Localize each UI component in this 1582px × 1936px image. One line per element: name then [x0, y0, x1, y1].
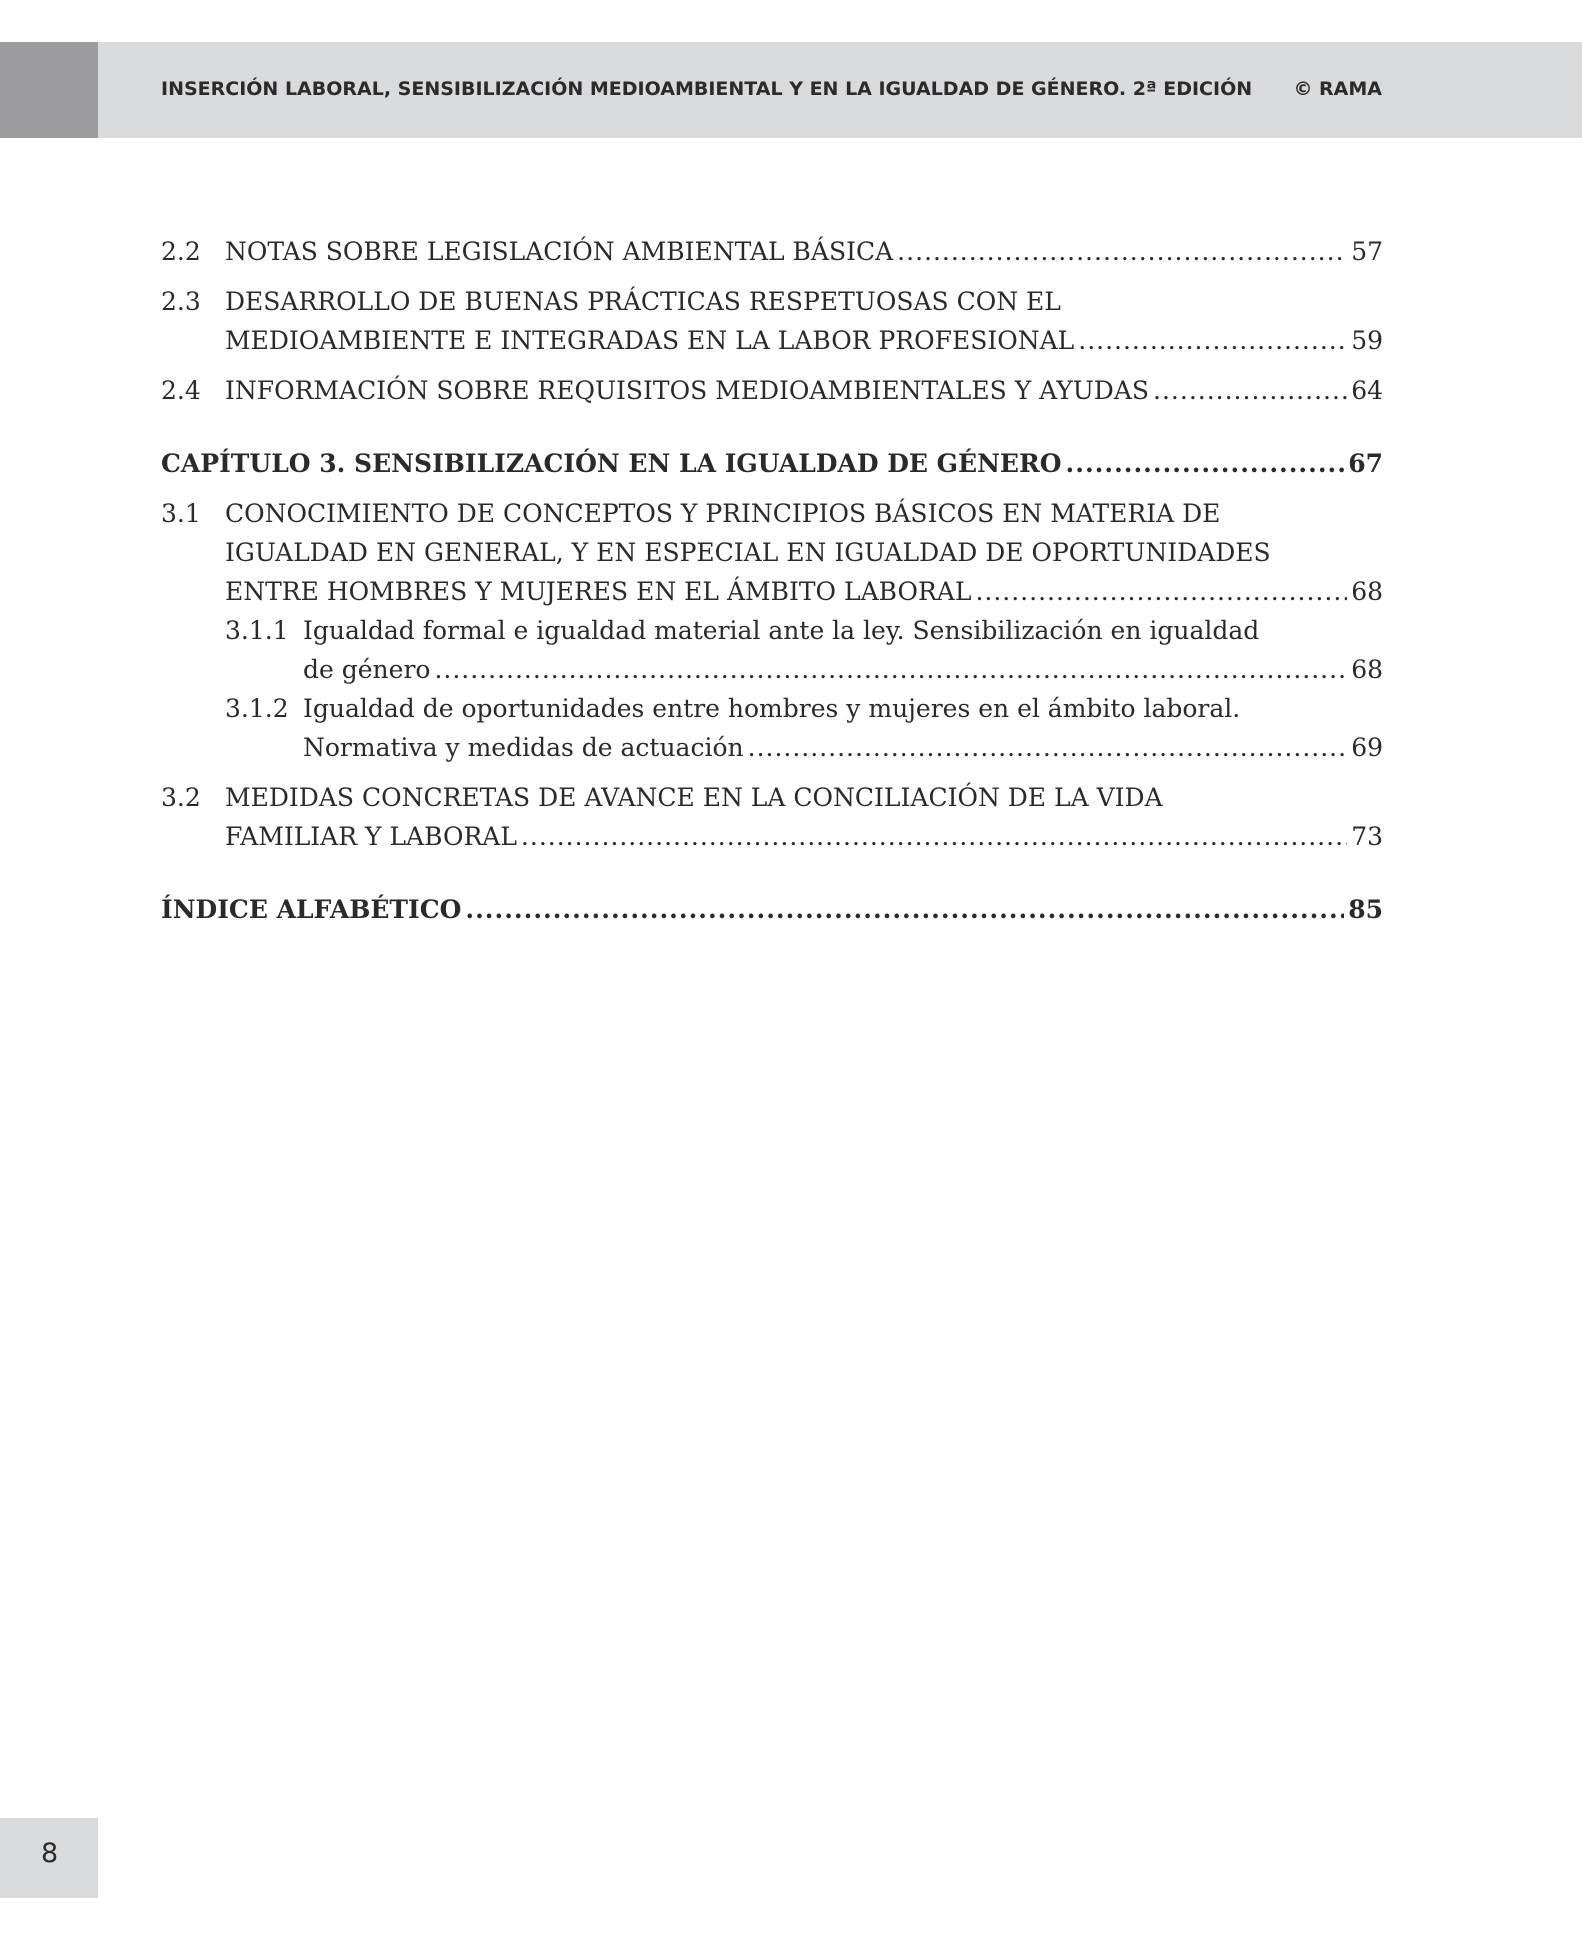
toc-number: 2.4 — [161, 376, 201, 405]
toc-chapter-3[interactable] — [161, 444, 1383, 483]
header-title: INSERCIÓN LABORAL, SENSIBILIZACIÓN MEDIOAMBIENTAL Y EN LA IGUALDAD DE GÉNERO. 2ª EDICIÓN — [161, 78, 1253, 100]
toc-entry-3-1-1[interactable] — [161, 611, 1383, 689]
toc-number: 3.1.2 — [225, 694, 289, 723]
toc-leader — [521, 817, 1347, 856]
toc-title: INFORMACIÓN SOBRE REQUISITOS MEDIOAMBIENTALES Y AYUDAS — [225, 376, 1150, 405]
toc-number: 3.1.1 — [225, 616, 289, 645]
toc-leader — [748, 728, 1348, 767]
toc-entry-2-2[interactable] — [161, 232, 1383, 271]
toc-chapter-title: CAPÍTULO 3. SENSIBILIZACIÓN EN LA IGUALDAD DE GÉNERO — [161, 449, 1062, 478]
toc-title-continued: IGUALDAD EN GENERAL, Y EN ESPECIAL EN IGUALDAD DE OPORTUNIDADES — [225, 538, 1271, 567]
toc-page: 69 — [1351, 733, 1383, 762]
toc-leader — [1078, 321, 1347, 360]
toc-title: CONOCIMIENTO DE CONCEPTOS Y PRINCIPIOS BÁSICOS EN MATERIA DE — [225, 499, 1221, 528]
toc-number: 2.2 — [161, 237, 201, 266]
toc-leader — [465, 890, 1344, 929]
toc-page: 64 — [1351, 376, 1383, 405]
toc-leader — [897, 232, 1347, 271]
toc-number: 2.3 — [161, 287, 201, 316]
toc-title-continued: Normativa y medidas de actuación — [303, 733, 744, 762]
toc-page: 57 — [1351, 237, 1383, 266]
header-tab — [0, 42, 98, 138]
toc-leader — [975, 572, 1347, 611]
toc-title-continued: MEDIOAMBIENTE E INTEGRADAS EN LA LABOR PROFESIONAL — [225, 326, 1075, 355]
toc-title-continued: FAMILIAR Y LABORAL — [225, 822, 517, 851]
running-header — [0, 42, 1582, 138]
toc-title: NOTAS SOBRE LEGISLACIÓN AMBIENTAL BÁSICA — [225, 237, 894, 266]
toc-page: 59 — [1351, 326, 1383, 355]
toc-title: MEDIDAS CONCRETAS DE AVANCE EN LA CONCILIACIÓN DE LA VIDA — [225, 783, 1163, 812]
toc-entry-3-1-2[interactable] — [161, 689, 1383, 767]
toc-page: 85 — [1348, 895, 1383, 924]
toc-title-continued: de género — [303, 655, 431, 684]
toc-chapter-title: ÍNDICE ALFABÉTICO — [161, 895, 462, 924]
toc-page: 73 — [1351, 822, 1383, 851]
toc-page: 68 — [1351, 577, 1383, 606]
toc-number: 3.1 — [161, 499, 201, 528]
toc-index[interactable] — [161, 890, 1383, 929]
toc-entry-2-4[interactable] — [161, 371, 1383, 410]
toc-title-continued: ENTRE HOMBRES Y MUJERES EN EL ÁMBITO LABORAL — [225, 577, 972, 606]
toc-title: DESARROLLO DE BUENAS PRÁCTICAS RESPETUOSAS CON EL — [225, 287, 1061, 316]
toc-number: 3.2 — [161, 783, 201, 812]
toc-entry-2-3[interactable] — [161, 282, 1383, 360]
toc-title: Igualdad de oportunidades entre hombres y mujeres en el ámbito laboral. — [303, 694, 1241, 723]
page-number: 8 — [41, 1838, 59, 1869]
toc-page: 67 — [1348, 449, 1383, 478]
table-of-contents — [161, 232, 1383, 929]
toc-leader — [1066, 444, 1345, 483]
toc-leader — [434, 650, 1347, 689]
header-brand: © RAMA — [1293, 78, 1382, 100]
toc-leader — [1153, 371, 1347, 410]
toc-title: Igualdad formal e igualdad material ante la ley. Sensibilización en igualdad — [303, 616, 1260, 645]
toc-page: 68 — [1351, 655, 1383, 684]
toc-entry-3-1[interactable] — [161, 494, 1383, 611]
toc-entry-3-2[interactable] — [161, 778, 1383, 856]
